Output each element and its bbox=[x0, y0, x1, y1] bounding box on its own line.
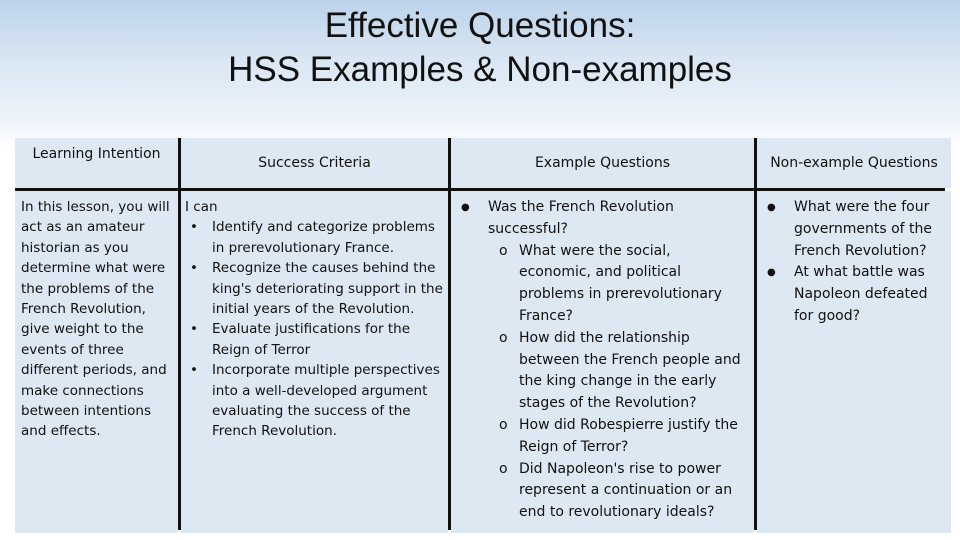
non-example-questions-list bbox=[761, 197, 943, 328]
example-main-question: Was the French Revolution successful? bbox=[488, 199, 674, 237]
list-item bbox=[761, 262, 943, 327]
header-non-example-questions: Non-example Questions bbox=[757, 138, 951, 188]
success-criteria-item: Incorporate multiple perspectives into a well-developed argument evaluating the success of the French Revolution. bbox=[212, 362, 440, 440]
list-item bbox=[185, 258, 444, 319]
success-criteria-cell bbox=[181, 191, 448, 533]
list-item bbox=[761, 197, 943, 262]
learning-intention-text: In this lesson, you will act as an amateur historian as you determine what were the problems of the French Revolution, give weight to the events of three different periods, and make connections between intentions and effects. bbox=[21, 199, 170, 440]
circle-bullet-icon: o bbox=[499, 460, 508, 477]
success-criteria-item: Evaluate justifications for the Reign of Terror bbox=[212, 321, 411, 358]
questions-table bbox=[15, 138, 945, 530]
example-questions-cell bbox=[451, 191, 754, 533]
example-subquestion: How did the relationship between the French people and the king change in the early stages of the Revolution? bbox=[519, 329, 741, 412]
learning-intention-cell bbox=[15, 191, 178, 533]
list-item bbox=[488, 459, 746, 524]
circle-bullet-icon: o bbox=[499, 242, 508, 259]
circle-bullet-icon: o bbox=[499, 416, 508, 433]
success-criteria-intro: I can bbox=[185, 199, 218, 215]
list-item bbox=[488, 328, 746, 415]
list-item bbox=[455, 197, 746, 524]
success-criteria-list bbox=[185, 217, 444, 441]
bullet-icon: • bbox=[190, 362, 198, 379]
example-subquestion: Did Napoleon's rise to power represent a continuation or an end to revolutionary ideals? bbox=[519, 460, 733, 521]
header-success-criteria: Success Criteria bbox=[181, 138, 448, 188]
example-subquestion: What were the social, economic, and political problems in prerevolutionary France? bbox=[519, 242, 722, 324]
bullet-icon: ● bbox=[767, 267, 776, 279]
header-example-questions: Example Questions bbox=[451, 138, 754, 188]
bullet-icon: ● bbox=[461, 202, 470, 213]
example-questions-list bbox=[455, 197, 746, 524]
example-subquestion: How did Robespierre justify the Reign of Terror? bbox=[519, 416, 738, 455]
bullet-icon: • bbox=[190, 219, 198, 236]
circle-bullet-icon: o bbox=[499, 329, 508, 346]
non-example-question: At what battle was Napoleon defeated for good? bbox=[794, 264, 928, 324]
title-line-2: HSS Examples & Non-examples bbox=[228, 50, 732, 89]
list-item bbox=[185, 217, 444, 258]
list-item bbox=[185, 360, 444, 442]
header-learning-intention: Learning Intention bbox=[15, 138, 178, 188]
bullet-icon: • bbox=[190, 260, 198, 277]
non-example-questions-cell bbox=[757, 191, 951, 533]
example-subquestions-list bbox=[488, 241, 746, 524]
success-criteria-item: Identify and categorize problems in prerevolutionary France. bbox=[212, 219, 435, 256]
list-item bbox=[488, 415, 746, 459]
success-criteria-item: Recognize the causes behind the king's deteriorating support in the initial years of the Revolution. bbox=[212, 260, 443, 318]
list-item bbox=[488, 241, 746, 328]
title-line-1: Effective Questions: bbox=[324, 6, 636, 45]
bullet-icon: • bbox=[190, 321, 198, 338]
slide-title bbox=[0, 4, 960, 92]
non-example-question: What were the four governments of the French Revolution? bbox=[794, 199, 933, 259]
bullet-icon: ● bbox=[767, 202, 776, 213]
list-item bbox=[185, 319, 444, 360]
